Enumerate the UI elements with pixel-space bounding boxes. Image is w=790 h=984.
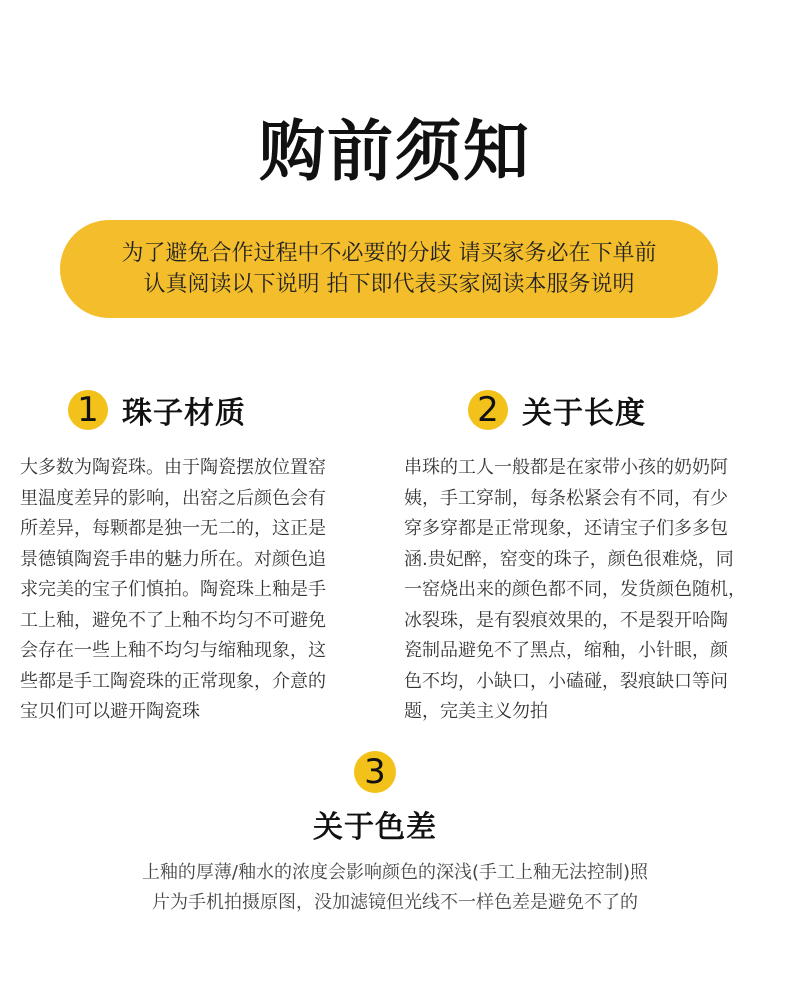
text-line: 上釉的厚薄/釉水的浓度会影响颜色的深浅(手工上釉无法控制)照 xyxy=(141,862,649,883)
page-title: 购前须知 xyxy=(259,113,531,190)
text-line: 穿多穿都是正常现象，还请宝子们多多包 xyxy=(404,518,728,539)
text-line: 姨，手工穿制，每条松紧会有不同，有少 xyxy=(404,487,728,509)
text-line: 题，完美主义勿拍 xyxy=(404,701,548,722)
text-line: 些都是手工陶瓷珠的正常现象，介意的 xyxy=(20,670,326,692)
section-title: 关于色差 xyxy=(313,810,437,845)
text-line: 色不均，小缺口，小磕碰，裂痕缺口等问 xyxy=(404,670,728,692)
text-line: 会存在一些上釉不均匀与缩釉现象，这 xyxy=(20,640,326,661)
text-line: 涵.贵妃醉，窑变的珠子，颜色很难烧，同 xyxy=(404,548,734,570)
text-line: 宝贝们可以避开陶瓷珠 xyxy=(20,701,200,722)
notice-line: 为了避免合作过程中不必要的分歧 请买家务必在下单前 xyxy=(121,241,657,266)
section-title: 关于长度 xyxy=(522,396,646,431)
text-line: 片为手机拍摄原图，没加滤镜但光线不一样色差是避免不了的 xyxy=(152,892,638,913)
section-text-material xyxy=(20,453,370,728)
text-line: 工上釉，避免不了上釉不均匀不可避免 xyxy=(20,609,326,631)
text-line: 景德镇陶瓷手串的魅力所在。对颜色追 xyxy=(20,548,326,570)
text-line: 瓷制品避免不了黑点，缩釉，小针眼，颜 xyxy=(404,640,728,661)
text-line: 一窑烧出来的颜色都不同，发货颜色随机， xyxy=(404,579,746,600)
text-line: 串珠的工人一般都是在家带小孩的奶奶阿 xyxy=(404,457,728,478)
number-badge: 3 xyxy=(354,751,396,793)
text-line: 里温度差异的影响，出窑之后颜色会有 xyxy=(20,487,326,509)
notice-banner xyxy=(60,220,718,318)
section-header-length xyxy=(468,388,646,432)
text-line: 冰裂珠，是有裂痕效果的，不是裂开哈陶 xyxy=(404,609,728,631)
notice-line: 认真阅读以下说明 拍下即代表买家阅读本服务说明 xyxy=(143,272,635,297)
section-header-material xyxy=(68,388,246,432)
text-line: 大多数为陶瓷珠。由于陶瓷摆放位置窑 xyxy=(20,457,326,478)
number-badge: 2 xyxy=(468,390,508,430)
section-text-color-difference xyxy=(0,858,790,918)
section-title: 珠子材质 xyxy=(122,396,246,431)
section-text-length xyxy=(404,453,782,728)
number-badge: 1 xyxy=(68,390,108,430)
text-line: 所差异，每颗都是独一无二的，这正是 xyxy=(20,518,326,539)
text-line: 求完美的宝子们慎拍。陶瓷珠上釉是手 xyxy=(20,579,326,600)
